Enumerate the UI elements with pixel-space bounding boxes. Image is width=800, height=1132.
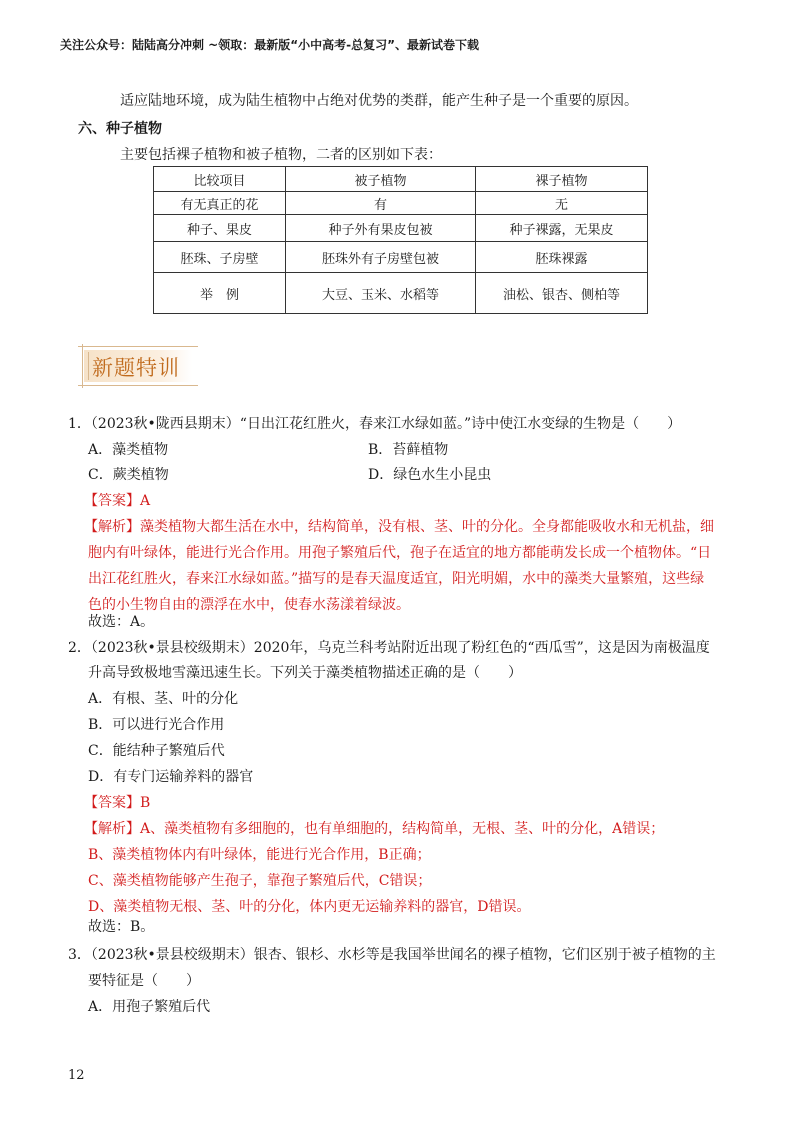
q1-analysis-line: 出江花红胜火，春来江水绿如蓝。”描写的是春天温度适宜，阳光明媚，水中的藻类大量繁殖，这些绿 bbox=[88, 571, 705, 587]
table-cell: 胚珠外有子房壁包被 bbox=[286, 242, 476, 273]
q1-analysis-line: 色的小生物自由的漂浮在水中，使春水荡漾着绿波。 bbox=[88, 597, 410, 613]
table-cell: 油松、银杏、侧柏等 bbox=[476, 273, 648, 314]
table-header-cell: 被子植物 bbox=[286, 167, 476, 192]
q1-conclusion: 故选：A。 bbox=[88, 614, 155, 630]
question-3-stem-cont: 要特征是（ ） bbox=[88, 973, 200, 989]
section-lead: 主要包括裸子植物和被子植物，二者的区别如下表： bbox=[120, 147, 442, 163]
question-2-stem-cont: 升高导致极地雪藻迅速生长。下列关于藻类植物描述正确的是（ ） bbox=[88, 665, 522, 681]
q2-option-d: D．有专门运输养料的器官 bbox=[88, 769, 254, 785]
q2-analysis-line: 【解析】A、藻类植物有多细胞的，也有单细胞的，结构简单，无根、茎、叶的分化，A错误； bbox=[84, 821, 665, 837]
table-cell: 种子外有果皮包被 bbox=[286, 215, 476, 242]
banner-rule bbox=[88, 352, 89, 380]
table-cell: 胚珠、子房壁 bbox=[154, 242, 286, 273]
page-header: 关注公众号：陆陆高分冲刺 ~领取：最新版“小中高考-总复习”、最新试卷下载 bbox=[60, 38, 479, 52]
q2-option-a: A．有根、茎、叶的分化 bbox=[88, 691, 239, 707]
q2-answer: 【答案】B bbox=[84, 795, 151, 811]
q1-analysis-line: 胞内有叶绿体，能进行光合作用。用孢子繁殖后代，孢子在适宜的地方都能萌发长成一个植物体。“日 bbox=[88, 545, 712, 561]
table-header-cell: 比较项目 bbox=[154, 167, 286, 192]
question-3-stem: 3．（2023秋•景县校级期末）银杏、银杉、水杉等是我国举世闻名的裸子植物，它们区别于被子植物的主 bbox=[68, 947, 716, 963]
q2-option-b: B．可以进行光合作用 bbox=[88, 717, 225, 733]
table-cell: 大豆、玉米、水稻等 bbox=[286, 273, 476, 314]
comparison-table bbox=[153, 166, 648, 314]
table-cell: 无 bbox=[476, 192, 648, 215]
section-title: 六、种子植物 bbox=[78, 121, 162, 137]
q3-option-a: A．用孢子繁殖后代 bbox=[88, 999, 211, 1015]
q1-option-b: B．苔藓植物 bbox=[368, 442, 449, 458]
q1-analysis-line: 【解析】藻类植物大都生活在水中，结构简单，没有根、茎、叶的分化。全身都能吸收水和无机盐，细 bbox=[84, 519, 714, 535]
table-row bbox=[154, 192, 648, 215]
table-row bbox=[154, 215, 648, 242]
q1-answer: 【答案】A bbox=[84, 493, 151, 509]
table-cell: 有 bbox=[286, 192, 476, 215]
question-2-stem: 2．（2023秋•景县校级期末）2020年，乌克兰科考站附近出现了粉红色的“西瓜雪”，这是因为南极温度 bbox=[68, 640, 710, 656]
q1-option-c: C．蕨类植物 bbox=[88, 467, 169, 483]
q1-option-d: D．绿色水生小昆虫 bbox=[368, 467, 492, 483]
banner-title: 新题特训 bbox=[92, 356, 180, 380]
q2-conclusion: 故选：B。 bbox=[88, 919, 155, 935]
table-cell: 有无真正的花 bbox=[154, 192, 286, 215]
table-cell: 种子、果皮 bbox=[154, 215, 286, 242]
table-header-row bbox=[154, 167, 648, 192]
q2-analysis-line: B、藻类植物体内有叶绿体，能进行光合作用，B正确； bbox=[88, 847, 431, 863]
table-row bbox=[154, 273, 648, 314]
question-1-stem: 1．（2023秋•陇西县期末）“日出江花红胜火，春来江水绿如蓝。”诗中使江水变绿的生物是（ ） bbox=[68, 416, 682, 432]
banner-rule bbox=[78, 346, 198, 347]
intro-line: 适应陆地环境，成为陆生植物中占绝对优势的类群，能产生种子是一个重要的原因。 bbox=[120, 93, 638, 109]
table-cell: 胚珠裸露 bbox=[476, 242, 648, 273]
q1-option-a: A．藻类植物 bbox=[88, 442, 169, 458]
page-number: 12 bbox=[68, 1068, 85, 1083]
table-row bbox=[154, 242, 648, 273]
banner-rule bbox=[82, 344, 83, 388]
section-banner bbox=[78, 344, 198, 388]
table-cell: 种子裸露，无果皮 bbox=[476, 215, 648, 242]
q2-option-c: C．能结种子繁殖后代 bbox=[88, 743, 225, 759]
banner-rule bbox=[78, 385, 198, 386]
table-cell: 举 例 bbox=[154, 273, 286, 314]
q2-analysis-line: C、藻类植物能够产生孢子，靠孢子繁殖后代，C错误； bbox=[88, 873, 432, 889]
table-header-cell: 裸子植物 bbox=[476, 167, 648, 192]
q2-analysis-line: D、藻类植物无根、茎、叶的分化，体内更无运输养料的器官，D错误。 bbox=[88, 899, 531, 915]
